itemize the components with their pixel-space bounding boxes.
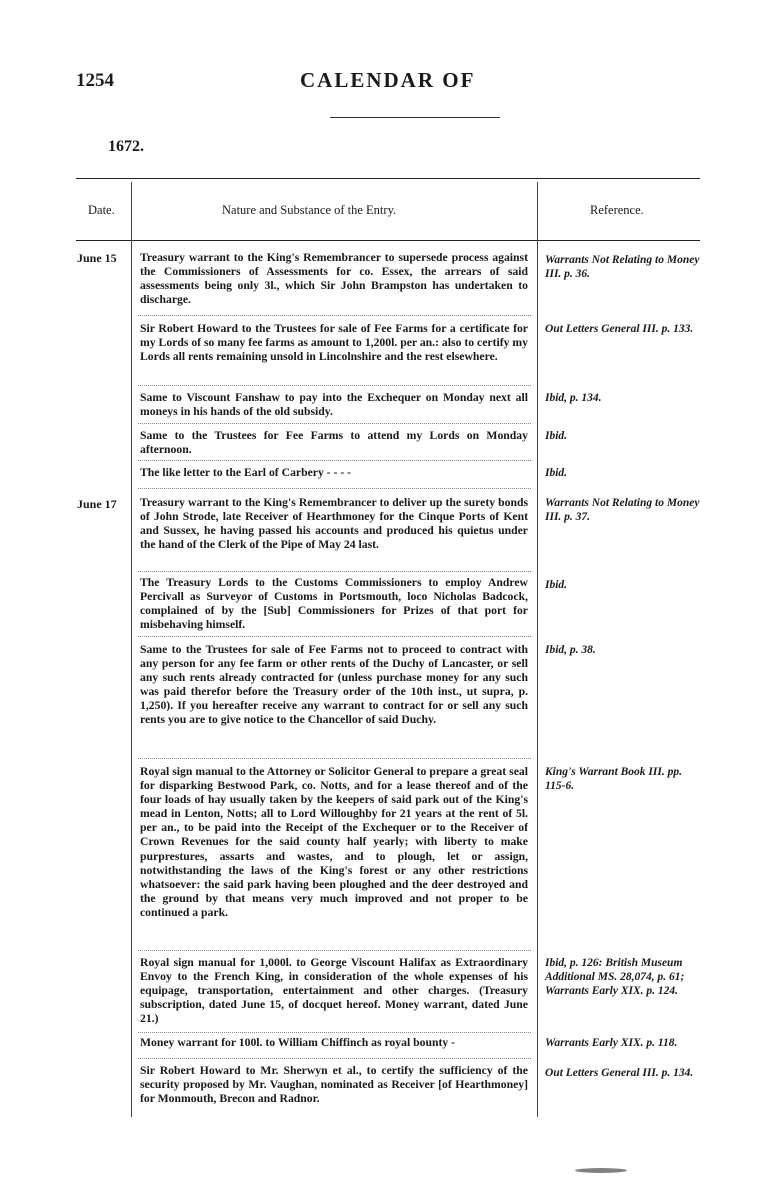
entry-reference: Out Letters General III. p. 133. <box>545 323 694 335</box>
entry-text: Sir Robert Howard to the Trustees for sale of Fee Farms for a certificate for my Lords of so many fee farms as amount to 1,200l. per an.: also to certify my Lords all rents remaining unsold in Lincolnshire and the rest elsewhere. <box>140 322 528 364</box>
entry-text: Money warrant for 100l. to William Chiffinch as royal bounty - <box>140 1036 456 1049</box>
page-number: 1254 <box>76 70 114 91</box>
entry-separator <box>138 950 531 951</box>
column-header-reference: Reference. <box>590 203 644 217</box>
entry-separator <box>138 385 531 386</box>
entry-reference: Ibid. <box>545 579 568 591</box>
entry-text: Same to the Trustees for Fee Farms to attend my Lords on Monday afternoon. <box>140 429 528 457</box>
column-header-nature: Nature and Substance of the Entry. <box>222 203 397 217</box>
entry-reference: Ibid, p. 126: British Museum Additional MS. 28,074, p. 61; Warrants Early XIX. p. 124. <box>545 957 685 998</box>
entry-separator <box>138 488 531 489</box>
date-column-divider <box>131 182 132 1117</box>
year-heading: 1672. <box>108 138 144 155</box>
entry-separator <box>138 636 531 637</box>
entry-separator <box>138 571 531 572</box>
entry-text: Treasury warrant to the King's Remembrancer to supersede process against the Commissioners of Assessments for co. Essex, the arrears of said assessments being only 3l., which Sir John Brampston has undertaken to discharge. <box>140 251 528 307</box>
entry-text: The Treasury Lords to the Customs Commissioners to employ Andrew Percivall as Surveyor of Customs in Portsmouth, loco Nicholas Badcock, complained of by the [Sub] Commissioners for Prizes of that port for misbehaving himself. <box>140 576 528 632</box>
entry-text: Same to the Trustees for sale of Fee Farms not to proceed to contract with any person for any fee farm or other rents of the Duchy of Lancaster, or sell any such rents already contracted for (unless purchase money for any such was paid therefor before the Treasury order of the 10th inst., ut supra, p. 1,250). If you hereafter receive any warrant to contract for or sell any such rents you are to give notice to the Chancellor of said Duchy. <box>140 643 528 727</box>
entry-separator <box>138 460 531 461</box>
entry-text: Royal sign manual for 1,000l. to George Viscount Halifax as Extraordinary Envoy to the French King, in consideration of the whole expenses of his equipage, transportation, entertainment and other charges. (Treasury subscription, dated June 15, of docquet hereof. Money warrant, dated June 21.) <box>140 956 528 1026</box>
entry-reference: King's Warrant Book III. pp. 115-6. <box>545 766 682 793</box>
entry-separator <box>138 1058 531 1059</box>
running-title: CALENDAR OF <box>300 68 476 92</box>
entry-text: Sir Robert Howard to Mr. Sherwyn et al., to certify the sufficiency of the security proposed by Mr. Vaughan, nominated as Receiver [of Hearthmoney] for Monmouth, Brecon and Radnor. <box>140 1064 528 1106</box>
entry-reference: Warrants Early XIX. p. 118. <box>545 1037 678 1049</box>
ink-mark <box>575 1168 627 1173</box>
entry-text: The like letter to the Earl of Carbery - - - - <box>140 466 352 479</box>
entry-reference: Out Letters General III. p. 134. <box>545 1067 694 1079</box>
date-june-17: June 17 <box>77 497 117 511</box>
date-june-15: June 15 <box>77 251 117 265</box>
entry-separator <box>138 315 531 316</box>
reference-column-divider <box>537 182 538 1117</box>
entry-separator <box>138 758 531 759</box>
entry-reference: Ibid. <box>545 467 568 479</box>
entry-reference: Warrants Not Relating to Money III. p. 37. <box>545 497 700 524</box>
header-rule <box>330 117 500 118</box>
entry-text: Treasury warrant to the King's Remembrancer to deliver up the surety bonds of John Strode, late Receiver of Hearthmoney for the Cinque Ports of Kent and Sussex, he having passed his accounts and produced his quietus under the hand of the Clerk of the Pipe of May 24 last. <box>140 496 528 552</box>
table-top-rule <box>76 178 700 179</box>
entry-text: Same to Viscount Fanshaw to pay into the Exchequer on Monday next all moneys in his hands of the old subsidy. <box>140 391 528 419</box>
entry-reference: Ibid, p. 38. <box>545 644 596 656</box>
entry-reference: Warrants Not Relating to Money III. p. 36. <box>545 254 700 281</box>
entry-reference: Ibid, p. 134. <box>545 392 602 404</box>
entry-separator <box>138 423 531 424</box>
entry-separator <box>138 1032 531 1033</box>
column-header-date: Date. <box>88 203 115 217</box>
entry-reference: Ibid. <box>545 430 568 442</box>
entry-text: Royal sign manual to the Attorney or Solicitor General to prepare a great seal for disparking Bestwood Park, co. Notts, and for a lease thereof and of the four loads of hay usually taken by the keepers of said park out of the King's mead in Lenton, Notts; all to Lord Willoughby for 21 years at the rent of 5l. per an., to be paid into the Receipt of the Exchequer or to the Receiver of Crown Revenues for the said county half yearly; with liberty to make purprestures, assarts and wastes, and to plough, let or assign, notwithstanding the laws of the King's forest or any other restrictions whatsoever: the said park having been ploughed and the deer destroyed and the ground by that means very much improved and not proper to be continued a park. <box>140 765 528 919</box>
table-header-rule <box>76 240 700 241</box>
